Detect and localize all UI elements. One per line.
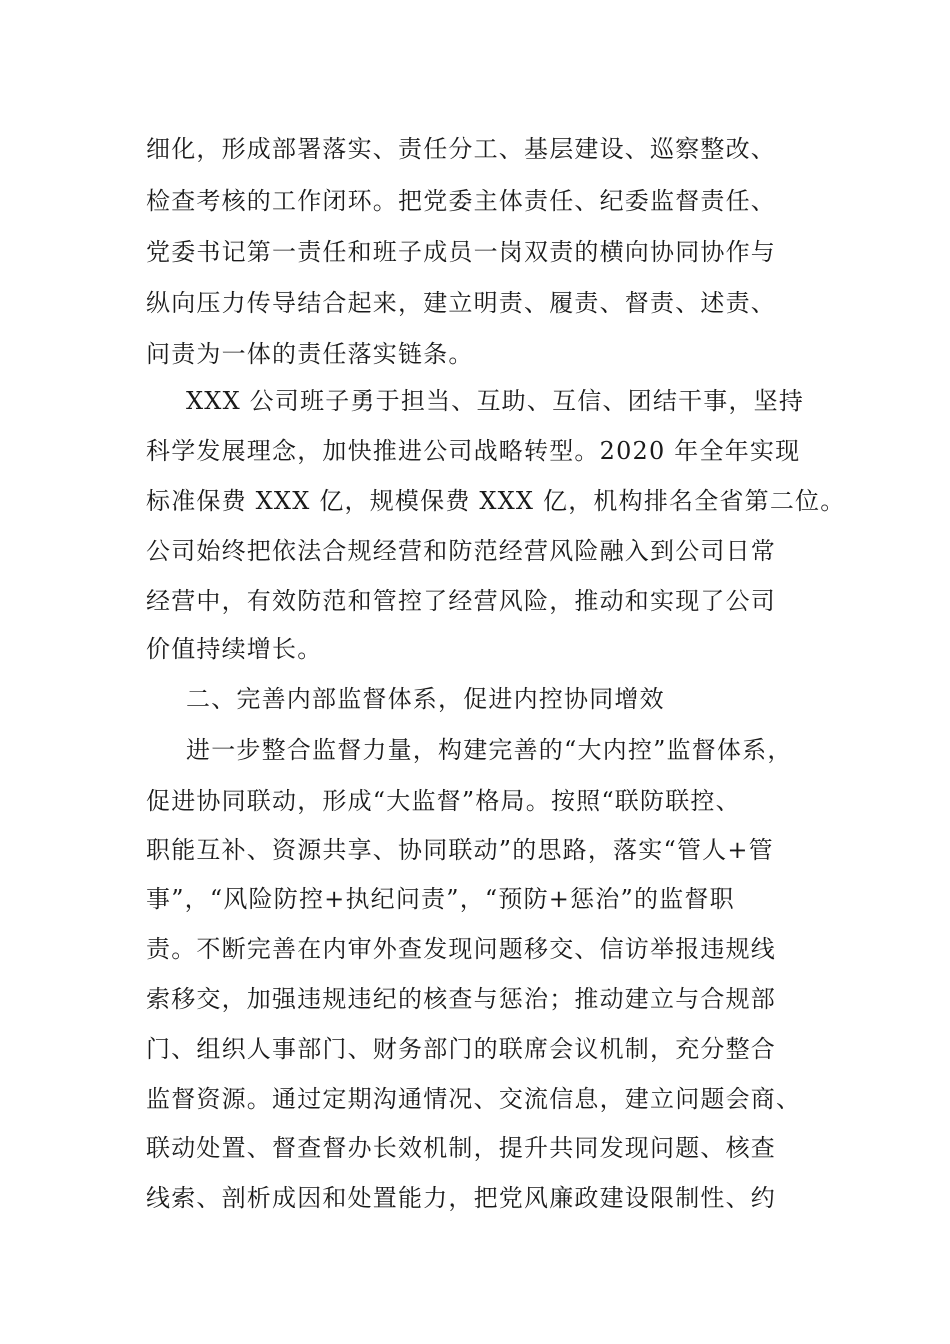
- section-heading: 二、完善内部监督体系，促进内控协同增效: [186, 685, 665, 713]
- paragraph-line: 责。不断完善在内审外查发现问题移交、信访举报违规线: [146, 935, 776, 963]
- paragraph-line: 党委书记第一责任和班子成员一岗双责的横向协同协作与: [146, 238, 776, 266]
- paragraph-line: 问责为一体的责任落实链条。: [146, 340, 474, 368]
- paragraph-line: 细化，形成部署落实、责任分工、基层建设、巡察整改、: [146, 135, 776, 163]
- paragraph-line: 标准保费 XXX 亿，规模保费 XXX 亿，机构排名全省第二位。: [146, 487, 846, 515]
- paragraph-line: 科学发展理念，加快推进公司战略转型。2020 年全年实现: [146, 437, 801, 465]
- paragraph-line: 价值持续增长。: [146, 635, 323, 663]
- paragraph-line: 门、组织人事部门、财务部门的联席会议机制，充分整合: [146, 1035, 776, 1063]
- paragraph-line: 经营中，有效防范和管控了经营风险，推动和实现了公司: [146, 587, 776, 615]
- paragraph-line: 索移交，加强违规违纪的核查与惩治；推动建立与合规部: [146, 985, 776, 1013]
- paragraph-line: 事”，“风险防控+执纪问责”，“预防+惩治”的监督职: [146, 885, 735, 913]
- paragraph-line: 职能互补、资源共享、协同联动”的思路，落实“管人+管: [146, 836, 774, 864]
- paragraph-line: 监督资源。通过定期沟通情况、交流信息，建立问题会商、: [146, 1085, 802, 1113]
- paragraph-line: 纵向压力传导结合起来，建立明责、履责、督责、述责、: [146, 289, 776, 317]
- paragraph-line: 检查考核的工作闭环。把党委主体责任、纪委监督责任、: [146, 187, 776, 215]
- paragraph-line: 线索、剖析成因和处置能力，把党风廉政建设限制性、约: [146, 1184, 776, 1212]
- paragraph-line: 进一步整合监督力量，构建完善的“大内控”监督体系，: [186, 736, 793, 764]
- paragraph-line: XXX 公司班子勇于担当、互助、互信、团结干事，坚持: [186, 387, 805, 415]
- paragraph-line: 促进协同联动，形成“大监督”格局。按照“联防联控、: [146, 787, 741, 815]
- paragraph-line: 联动处置、督查督办长效机制，提升共同发现问题、核查: [146, 1134, 776, 1162]
- paragraph-line: 公司始终把依法合规经营和防范经营风险融入到公司日常: [146, 537, 776, 565]
